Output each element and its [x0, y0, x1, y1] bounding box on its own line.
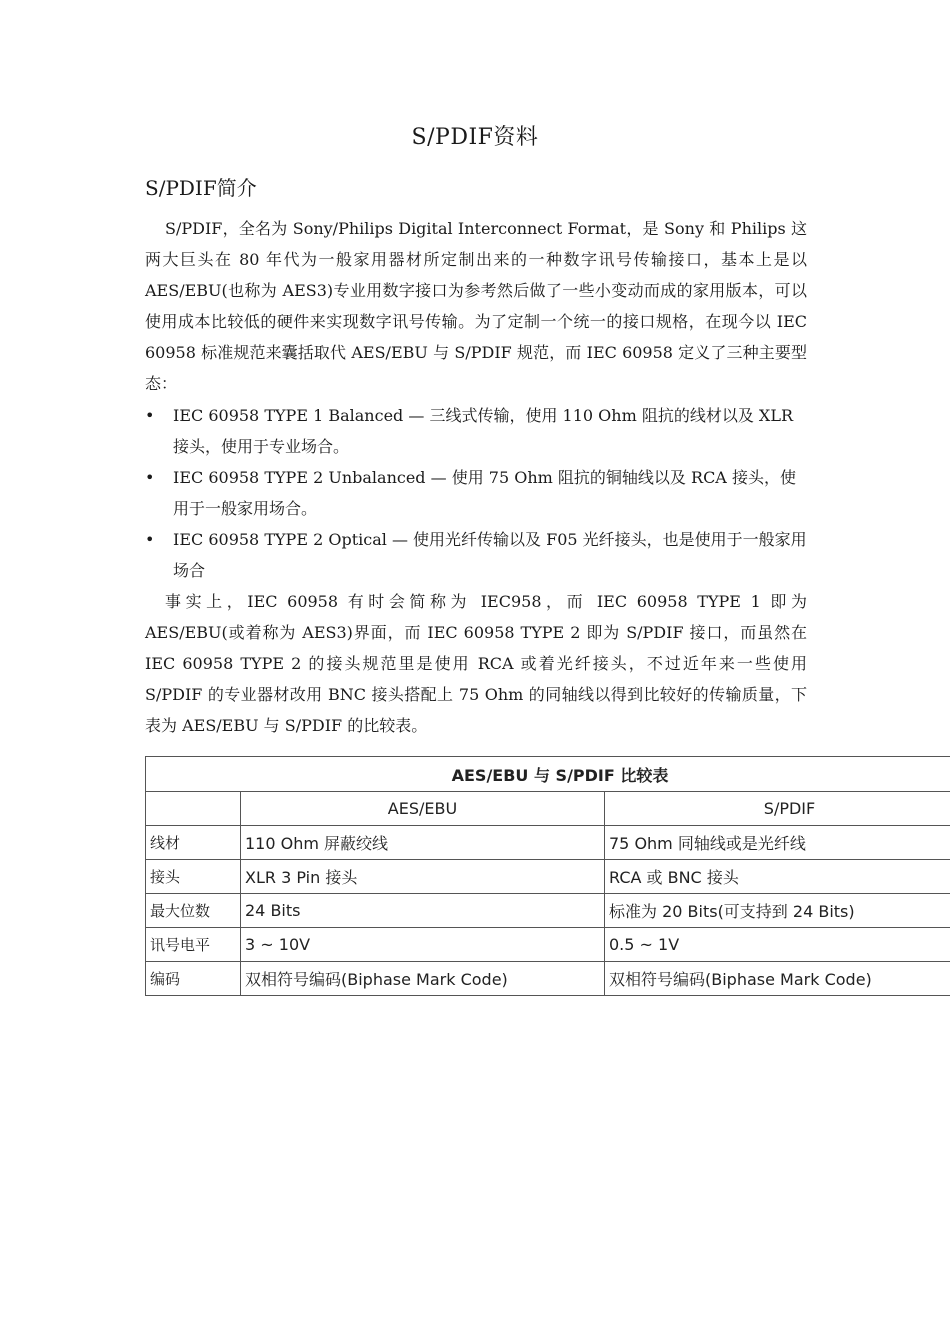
spdif-cell: 0.5 ~ 1V: [605, 928, 950, 962]
detail-paragraph-block: [145, 586, 807, 741]
bullet-icon: •: [145, 406, 155, 425]
table-header-cell: [146, 792, 241, 826]
bullet-icon: •: [145, 530, 155, 549]
intro-paragraph: S/PDIF，全名为 Sony/Philips Digital Interconnect Format，是 Sony 和 Philips 这两大巨头在 80 年代为一般家用器材所定制出来的一种数字讯号传输接口，基本上是以 AES/EBU(也称为 AES3)专业用数字接口为参考然后做了一些小变动而成的家用版本，可以使用成本比较低的硬件来实现数字讯号传输。为了定制一个统一的接口规格，在现今以 IEC 60958 标准规范来囊括取代 AES/EBU 与 S/PDIF 规范，而 IEC 60958 定义了三种主要型态：: [145, 219, 807, 393]
row-label: 讯号电平: [146, 928, 241, 962]
table-row: [146, 962, 950, 996]
table-row: [146, 860, 950, 894]
row-label: 最大位数: [146, 894, 241, 928]
row-label: 接头: [146, 860, 241, 894]
section-heading: S/PDIF简介: [145, 176, 257, 200]
aes-cell: 24 Bits: [241, 894, 605, 928]
list-item-text: IEC 60958 TYPE 2 Unbalanced — 使用 75 Ohm 阻抗的铜轴线以及 RCA 接头，使用于一般家用场合。: [173, 468, 796, 518]
aes-cell: 3 ~ 10V: [241, 928, 605, 962]
table-row: [146, 928, 950, 962]
detail-paragraph: 事实上，IEC 60958 有时会简称为 IEC958，而 IEC 60958 TYPE 1 即为 AES/EBU(或着称为 AES3)界面，而 IEC 60958 TYPE 2 即为 S/PDIF 接口，而虽然在 IEC 60958 TYPE 2 的接头规范里是使用 RCA 或着光纤接头，不过近年来一些使用 S/PDIF 的专业器材改用 BNC 接头搭配上 75 Ohm 的同轴线以得到比较好的传输质量，下表为 AES/EBU 与 S/PDIF 的比较表。: [145, 592, 807, 735]
table-header-cell: AES/EBU: [241, 792, 605, 826]
list-item-text: IEC 60958 TYPE 1 Balanced — 三线式传输，使用 110 Ohm 阻抗的线材以及 XLR 接头，使用于专业场合。: [173, 406, 793, 456]
list-item: [145, 400, 807, 462]
table-caption-row: [146, 757, 950, 792]
table-row: [146, 894, 950, 928]
list-item: [145, 524, 807, 586]
table-header-cell: S/PDIF: [605, 792, 950, 826]
aes-cell: 110 Ohm 屏蔽绞线: [241, 826, 605, 860]
spdif-cell: 标准为 20 Bits(可支持到 24 Bits): [605, 894, 950, 928]
table-caption: AES/EBU 与 S/PDIF 比较表: [146, 757, 950, 792]
bullet-icon: •: [145, 468, 155, 487]
aes-cell: 双相符号编码(Biphase Mark Code): [241, 962, 605, 996]
spdif-cell: 75 Ohm 同轴线或是光纤线: [605, 826, 950, 860]
table-header-row: [146, 792, 950, 826]
spdif-cell: RCA 或 BNC 接头: [605, 860, 950, 894]
aes-cell: XLR 3 Pin 接头: [241, 860, 605, 894]
intro-paragraph-block: [145, 213, 807, 399]
list-item-text: IEC 60958 TYPE 2 Optical — 使用光纤传输以及 F05 光纤接头，也是使用于一般家用场合: [173, 530, 807, 580]
page-title: S/PDIF资料: [411, 125, 539, 150]
spdif-cell: 双相符号编码(Biphase Mark Code): [605, 962, 950, 996]
list-item: [145, 462, 807, 524]
row-label: 线材: [146, 826, 241, 860]
type-list: [145, 400, 807, 586]
table-row: [146, 826, 950, 860]
row-label: 编码: [146, 962, 241, 996]
comparison-table: [145, 756, 950, 996]
